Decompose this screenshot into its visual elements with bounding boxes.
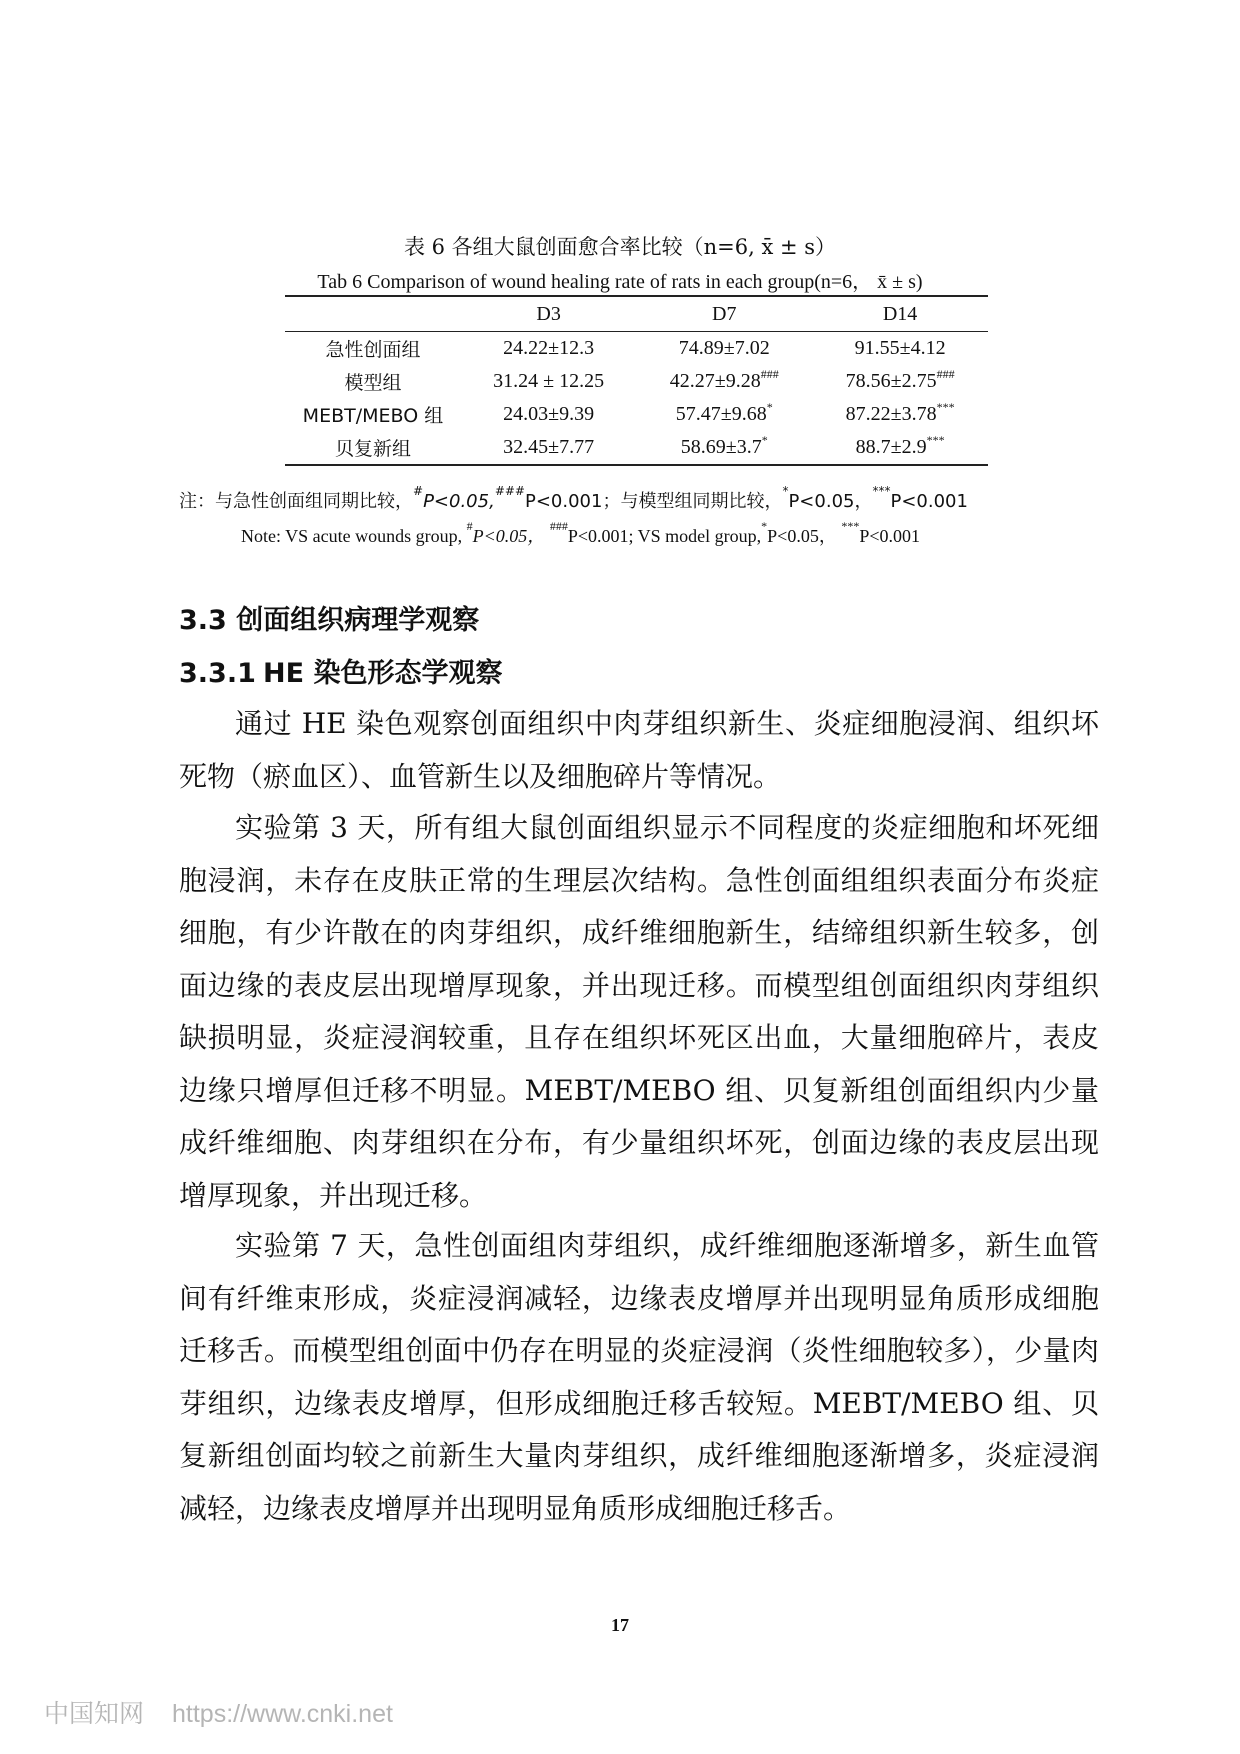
cell-d14: 87.22±3.78*** xyxy=(845,400,955,425)
subsection-title: HE 染色形态学观察 xyxy=(263,658,503,689)
cell-d3: 31.24 ± 12.25 xyxy=(493,370,605,392)
table-header-d7: D7 xyxy=(636,296,812,332)
paragraph: 实验第 7 天，急性创面组肉芽组织，成纤维细胞逐渐增多，新生血管间有纤维束形成，炎症浸润减轻，边缘表皮增厚并出现明显角质形成细胞迁移舌。而模型组创面中仍存在明显的炎症浸润（炎性细胞较多），少量肉芽组织，边缘表皮增厚，但形成细胞迁移舌较短。MEBT/MEBO 组、贝复新组创面均较之前新生大量肉芽组织，成纤维细胞逐渐增多，炎症浸润减轻，边缘表皮增厚并出现明显角质形成细胞迁移舌。 xyxy=(179,1229,1099,1525)
cell-d7: 58.69±3.7* xyxy=(636,431,812,465)
table-caption-en: Tab 6 Comparison of wound healing rate of rats in each group(n=6， x̄ ± s) xyxy=(317,271,923,293)
page-number: 17 xyxy=(611,1615,629,1635)
group-name: MEBT/MEBO 组 xyxy=(302,405,444,427)
paragraph: 实验第 3 天，所有组大鼠创面组织显示不同程度的炎症细胞和坏死细胞浸润，未存在皮肤正常的生理层次结构。急性创面组组织表面分布炎症细胞，有少许散在的肉芽组织，成纤维细胞新生，结缔组织新生较多，创面边缘的表皮层出现增厚现象，并出现迁移。而模型组创面组织肉芽组织缺损明显，炎症浸润较重，且存在组织坏死区出血，大量细胞碎片，表皮边缘只增厚但迁移不明显。MEBT/MEBO 组、贝复新组创面组织内少量成纤维细胞、肉芽组织在分布，有少量组织坏死，创面边缘的表皮层出现增厚现象，并出现迁移。 xyxy=(179,811,1099,1212)
table-row xyxy=(285,398,988,431)
section-heading: 3.3 创面组织病理学观察 xyxy=(179,605,480,636)
table-header-row xyxy=(285,296,988,332)
table-caption-cn: 表 6 各组大鼠创面愈合率比较（n=6, x̄ ± s） xyxy=(403,235,837,259)
watermark xyxy=(44,1694,393,1730)
group-name: 贝复新组 xyxy=(285,431,461,465)
table-row xyxy=(285,365,988,398)
paragraph: 通过 HE 染色观察创面组织中肉芽组织新生、炎症细胞浸润、组织坏死物（瘀血区）、血管新生以及细胞碎片等情况。 xyxy=(179,707,1099,793)
table-header-d14: D14 xyxy=(812,296,988,332)
cell-d14: 78.56±2.75### xyxy=(845,367,955,392)
cell-d7: 42.27±9.28### xyxy=(669,367,779,392)
cell-d3: 24.22±12.3 xyxy=(503,337,595,359)
subsection-heading xyxy=(179,651,502,690)
table-note-cn: 注：与急性创面组同期比较，#P<0.05,###P<0.001；与模型组同期比较，*P<0.05，***P<0.001 xyxy=(179,484,968,512)
table-row xyxy=(285,332,988,366)
cell-d14: 88.7±2.9*** xyxy=(812,431,988,465)
table-header-d3: D3 xyxy=(461,296,636,332)
group-name: 急性创面组 xyxy=(325,339,421,361)
subsection-number: 3.3.1 xyxy=(179,658,256,689)
cell-d7: 57.47±9.68* xyxy=(675,400,773,425)
table-row xyxy=(285,431,988,465)
watermark-url: https://www.cnki.net xyxy=(172,1700,393,1728)
group-name: 模型组 xyxy=(344,372,402,394)
cell-d7: 74.89±7.02 xyxy=(678,337,770,359)
cell-d3: 24.03±9.39 xyxy=(503,403,595,425)
table-header-blank xyxy=(285,296,461,332)
watermark-brand: 中国知网 xyxy=(44,1699,145,1728)
cell-d14: 91.55±4.12 xyxy=(854,337,946,359)
table-note-en: Note: VS acute wounds group, #P<0.05， ###P<0.001; VS model group,*P<0.05， ***P<0.001 xyxy=(241,519,920,546)
healing-rate-table xyxy=(285,295,988,466)
cell-d3: 32.45±7.77 xyxy=(461,431,636,465)
